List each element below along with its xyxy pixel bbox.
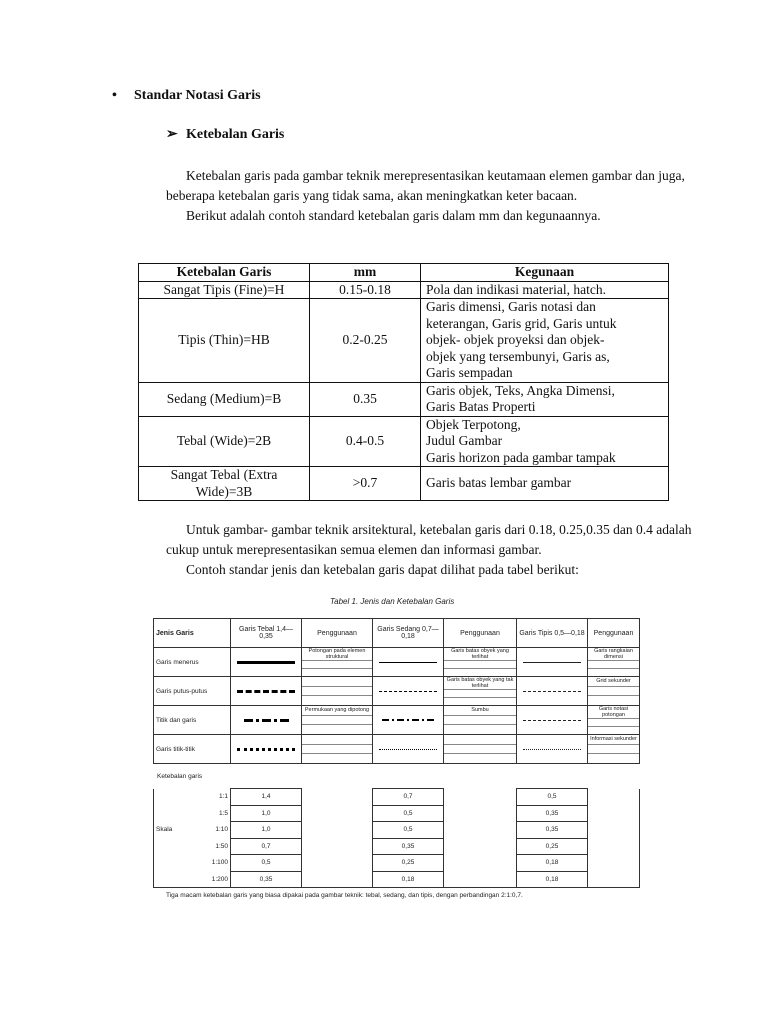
table-cell-mm: 0.2-0.25 bbox=[310, 299, 421, 383]
scale-cell: 1:200 bbox=[154, 871, 231, 888]
use-cell bbox=[302, 677, 373, 706]
intro-line-2: Berikut adalah contoh standard ketebalan garis dalam mm dan kegunaannya. bbox=[186, 208, 601, 223]
line-sample bbox=[379, 691, 437, 692]
figure-title: Tabel 1. Jenis dan Ketebalan Garis bbox=[330, 597, 455, 606]
use-cell bbox=[588, 706, 640, 735]
table-cell-name: Sangat Tebal (Extra Wide)=3B bbox=[139, 467, 310, 501]
table-cell-use bbox=[421, 281, 669, 299]
line-sample-medium bbox=[373, 735, 444, 764]
scale-cell: Skala 1:10 bbox=[154, 822, 231, 839]
figure-row bbox=[154, 735, 640, 764]
use-line: Garis horizon pada gambar tampak bbox=[426, 449, 616, 465]
use-text: Informasi sekunder bbox=[588, 735, 639, 745]
sedang-cell: 0,35 bbox=[373, 838, 444, 855]
tipis-cell: 0,25 bbox=[517, 838, 588, 855]
line-sample-thin bbox=[517, 648, 588, 677]
tipis-cell: 0,5 bbox=[517, 789, 588, 806]
table-cell-name: Tebal (Wide)=2B bbox=[139, 416, 310, 467]
use-text bbox=[302, 677, 372, 687]
table-row bbox=[139, 416, 669, 467]
figure-header-cell: Penggunaan bbox=[302, 619, 373, 648]
tipis-cell: 0,35 bbox=[517, 822, 588, 839]
use-line: Garis objek, Teks, Angka Dimensi, bbox=[426, 382, 615, 398]
scale-cell: 1:50 bbox=[154, 838, 231, 855]
use-cell bbox=[302, 706, 373, 735]
second-line-2: Contoh standar jenis dan ketebalan garis dapat dilihat pada tabel berikut: bbox=[186, 562, 579, 577]
use-line: keterangan, Garis grid, Garis untuk bbox=[426, 315, 617, 331]
table-row bbox=[139, 382, 669, 416]
line-sample-thick bbox=[231, 677, 302, 706]
scale-row bbox=[154, 871, 640, 888]
scale-row bbox=[154, 822, 640, 839]
table-cell-name: Sangat Tipis (Fine)=H bbox=[139, 281, 310, 299]
line-sample-medium bbox=[373, 677, 444, 706]
skala-label: Skala bbox=[156, 826, 173, 834]
subsection-heading-text: Ketebalan Garis bbox=[186, 127, 285, 142]
use-line: Garis batas lembar gambar bbox=[426, 475, 572, 491]
use-line: Garis Batas Properti bbox=[426, 399, 536, 414]
table-cell-use bbox=[421, 299, 669, 383]
use-text: Sumbu bbox=[444, 706, 516, 716]
second-line-1: Untuk gambar- gambar teknik arsitektural, ketebalan garis dari 0.18, 0.25,0.35 dan 0.4 adalah cukup untuk merepresentasikan semua elemen dan informasi gambar. bbox=[166, 522, 692, 557]
table-row bbox=[139, 467, 669, 501]
tipis-cell: 0,35 bbox=[517, 805, 588, 822]
line-sample-thick bbox=[231, 706, 302, 735]
table-cell-use bbox=[421, 416, 669, 467]
use-line: objek- objek proyeksi dan objek- bbox=[426, 332, 605, 347]
figure-caption: Tiga macam ketebalan garis yang biasa dipakai pada gambar teknik: tebal, sedang, dan tipis, dengan perbandingan 2:1:0,7. bbox=[166, 892, 523, 899]
use-text bbox=[444, 735, 516, 745]
line-sample-thick bbox=[231, 648, 302, 677]
subsection-heading bbox=[166, 126, 284, 143]
line-sample bbox=[379, 662, 437, 663]
use-line: Garis dimensi, Garis notasi dan bbox=[426, 299, 596, 314]
section-heading bbox=[112, 88, 261, 104]
figure-row bbox=[154, 677, 640, 706]
table-header-row bbox=[139, 264, 669, 282]
table-cell-name: Sedang (Medium)=B bbox=[139, 382, 310, 416]
dash-dot-sample bbox=[233, 719, 299, 722]
arrow-bullet-icon: ➢ bbox=[166, 127, 178, 142]
use-line: Objek Terpotong, bbox=[426, 416, 521, 432]
line-sample bbox=[237, 661, 295, 664]
line-type-label: Garis putus-putus bbox=[154, 677, 231, 706]
figure-header-cell: Garis Tipis 0,5—0,18 bbox=[517, 619, 588, 648]
use-cell bbox=[588, 735, 640, 764]
line-sample-thin bbox=[517, 706, 588, 735]
use-cell bbox=[444, 706, 517, 735]
line-sample-medium bbox=[373, 706, 444, 735]
line-sample-thick bbox=[231, 735, 302, 764]
table-row bbox=[139, 299, 669, 383]
line-sample bbox=[523, 691, 581, 692]
table-cell-use bbox=[421, 467, 669, 501]
second-paragraph bbox=[166, 520, 706, 580]
use-line: objek yang tersembunyi, Garis as, bbox=[426, 348, 610, 364]
line-thickness-table bbox=[138, 263, 669, 501]
tebal-cell: 1,0 bbox=[231, 822, 302, 839]
table-row bbox=[139, 281, 669, 299]
use-text: Permukaan yang dipotong bbox=[302, 706, 372, 716]
scale-row bbox=[154, 855, 640, 872]
use-text: Garis batas obyek yang terlihat bbox=[444, 648, 516, 661]
line-sample-thin bbox=[517, 735, 588, 764]
use-text bbox=[302, 735, 372, 745]
line-type-label: Garis menerus bbox=[154, 648, 231, 677]
sedang-cell: 0,5 bbox=[373, 822, 444, 839]
scale-row bbox=[154, 789, 640, 806]
use-cell bbox=[588, 648, 640, 677]
use-line: Pola dan indikasi material, hatch. bbox=[426, 281, 606, 297]
line-sample bbox=[237, 748, 295, 751]
table-cell-mm: >0.7 bbox=[310, 467, 421, 501]
table-cell-mm: 0.15-0.18 bbox=[310, 281, 421, 299]
line-sample-thin bbox=[517, 677, 588, 706]
use-cell bbox=[588, 677, 640, 706]
tebal-cell: 1,4 bbox=[231, 789, 302, 806]
use-text: Garis batas obyek yang tak terlihat bbox=[444, 677, 516, 690]
table-header-cell: Kegunaan bbox=[421, 264, 669, 282]
thickness-label: Ketebalan garis bbox=[157, 773, 203, 780]
tipis-cell: 0,18 bbox=[517, 855, 588, 872]
scale-cell: 1:1 bbox=[154, 789, 231, 806]
use-cell bbox=[302, 735, 373, 764]
figure-header-cell: Garis Sedang 0,7—0,18 bbox=[373, 619, 444, 648]
use-text: Garis rangkaian dimensi bbox=[588, 648, 639, 661]
use-text: Grid sekunder bbox=[588, 677, 639, 687]
table-cell-mm: 0.35 bbox=[310, 382, 421, 416]
use-line: Garis sempadan bbox=[426, 365, 513, 380]
scale-cell: 1:100 bbox=[154, 855, 231, 872]
table-cell-name: Tipis (Thin)=HB bbox=[139, 299, 310, 383]
figure-row bbox=[154, 648, 640, 677]
figure-header-cell: Jenis Garis bbox=[154, 619, 231, 648]
sedang-cell: 0,25 bbox=[373, 855, 444, 872]
sedang-cell: 0,18 bbox=[373, 871, 444, 888]
figure-row bbox=[154, 706, 640, 735]
figure-header-cell: Penggunaan bbox=[588, 619, 640, 648]
intro-paragraph bbox=[166, 166, 706, 226]
use-cell bbox=[302, 648, 373, 677]
sedang-cell: 0,7 bbox=[373, 789, 444, 806]
line-sample bbox=[237, 690, 295, 693]
scale-row bbox=[154, 805, 640, 822]
tebal-cell: 0,5 bbox=[231, 855, 302, 872]
line-sample bbox=[523, 720, 581, 721]
use-cell bbox=[444, 648, 517, 677]
scale-thickness-table bbox=[153, 788, 640, 888]
use-line: Judul Gambar bbox=[426, 433, 503, 448]
sedang-cell: 0,5 bbox=[373, 805, 444, 822]
scale-row bbox=[154, 838, 640, 855]
figure-header-cell: Garis Tebal 1,4—0,35 bbox=[231, 619, 302, 648]
line-sample-medium bbox=[373, 648, 444, 677]
line-type-label: Garis titik-titik bbox=[154, 735, 231, 764]
use-text: Garis notasi potongan bbox=[588, 706, 639, 719]
scale-cell: 1:5 bbox=[154, 805, 231, 822]
tebal-cell: 0,7 bbox=[231, 838, 302, 855]
line-sample bbox=[379, 749, 437, 750]
tipis-cell: 0,18 bbox=[517, 871, 588, 888]
figure-header-cell: Penggunaan bbox=[444, 619, 517, 648]
line-sample bbox=[523, 662, 581, 663]
intro-line-1: Ketebalan garis pada gambar teknik merepresentasikan keutamaan elemen gambar dan juga, beberapa ketebalan garis yang tidak sama, akan meningkatkan keter bacaan. bbox=[166, 168, 685, 203]
figure-header-row bbox=[154, 619, 640, 648]
table-cell-mm: 0.4-0.5 bbox=[310, 416, 421, 467]
use-cell bbox=[444, 735, 517, 764]
tebal-cell: 0,35 bbox=[231, 871, 302, 888]
bullet-icon: • bbox=[112, 88, 117, 103]
tebal-cell: 1,0 bbox=[231, 805, 302, 822]
section-heading-text: Standar Notasi Garis bbox=[134, 88, 261, 103]
table-header-cell: Ketebalan Garis bbox=[139, 264, 310, 282]
line-type-figure-table bbox=[153, 618, 640, 764]
use-text: Potongan pada elemen struktural bbox=[302, 648, 372, 661]
table-cell-use bbox=[421, 382, 669, 416]
table-header-cell: mm bbox=[310, 264, 421, 282]
line-sample bbox=[523, 749, 581, 750]
dash-dot-sample bbox=[375, 719, 441, 721]
use-cell bbox=[444, 677, 517, 706]
line-type-label: Titik dan garis bbox=[154, 706, 231, 735]
